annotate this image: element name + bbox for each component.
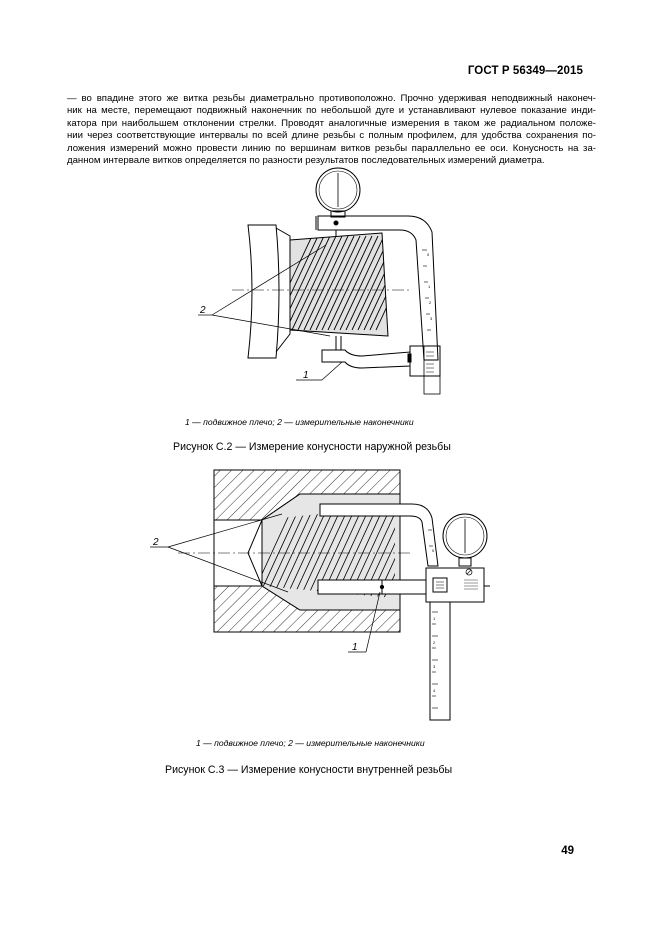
scale-tick-label: 4: [433, 688, 436, 693]
paragraph-line: данном интервале витков определяется по разности результатов последовательных измерений диаметра.: [67, 155, 545, 167]
scale-tick-label: 1: [433, 616, 436, 621]
external-thread: [268, 233, 420, 336]
callout-2: 2: [200, 305, 206, 316]
page-number: 49: [561, 845, 574, 857]
scale-tick-label: 0: [432, 548, 435, 553]
paragraph-line: ложения измерений можно провести линию по вершинам витков резьбы параллельно ее оси. Конусность на за-: [67, 142, 596, 154]
movable-arm: [322, 336, 410, 368]
figure-c2-legend: 1 — подвижное плечо; 2 — измерительные наконечники: [185, 417, 414, 427]
paragraph-line: — во впадине этого же витка резьбы диаметрально противоположно. Прочно удерживая неподвижный наконеч-: [67, 93, 596, 104]
scale-tick-label: 2: [429, 300, 432, 305]
movable-arm: [318, 580, 426, 594]
scale-tick-label: 1: [428, 284, 431, 289]
dial-indicator: [443, 514, 487, 566]
figure-c2-caption: Рисунок С.2 — Измерение конусности наружной резьбы: [173, 441, 451, 453]
figure-c3-legend: 1 — подвижное плечо; 2 — измерительные наконечники: [196, 738, 425, 748]
figure-c2-drawing: [0, 0, 662, 420]
figure-c3-caption: Рисунок С.3 — Измерение конусности внутренней резьбы: [165, 764, 453, 776]
scale-tick-label: 3: [433, 664, 436, 669]
document-header: ГОСТ Р 56349—2015: [467, 65, 583, 77]
scale-block: [408, 346, 440, 394]
paragraph-line: катора при наибольшем отклонении стрелки. Проводят аналогичные измерения в таком же радиальном положе-: [67, 117, 596, 129]
scale-tick-label: 0: [427, 252, 430, 257]
callout-2: 2: [153, 537, 159, 548]
measuring-body: [426, 568, 490, 602]
callout-1: 1: [303, 370, 309, 381]
paragraph-line: нии через соответствующие интервалы по всей длине резьбы с полным профилем, для удобства сохранения по-: [67, 130, 596, 142]
scale-tick-label: 3: [430, 316, 433, 321]
scale-tick-label: 2: [433, 640, 436, 645]
threaded-part-body: [248, 225, 290, 358]
callout-1: 1: [352, 642, 358, 653]
paragraph-line: ник на месте, перемещают подвижный наконечник по небольшой дуге и устанавливают нулевое показание инди-: [67, 105, 596, 117]
dial-indicator: [316, 168, 360, 217]
figure-c3-drawing: [0, 460, 662, 740]
